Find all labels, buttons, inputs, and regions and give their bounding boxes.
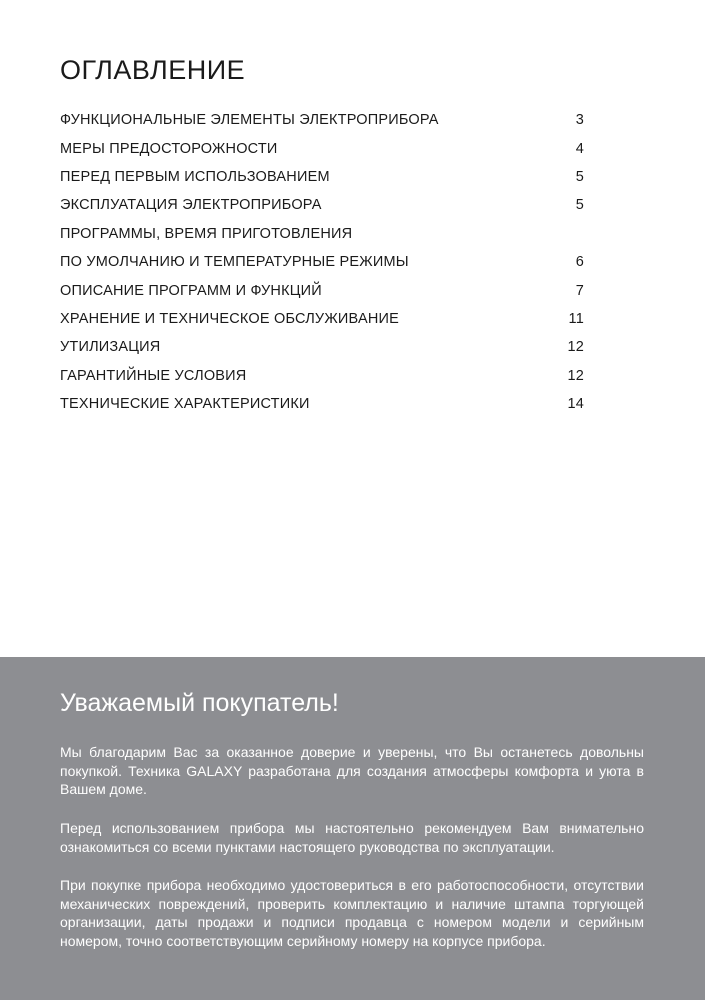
toc-item[interactable] [60,390,584,418]
toc-item[interactable] [60,220,584,248]
toc-item-label: ХРАНЕНИЕ И ТЕХНИЧЕСКОЕ ОБСЛУЖИВАНИЕ [60,310,399,327]
toc-item-page: 6 [575,254,584,271]
toc-item-page: 5 [575,168,584,185]
toc-item-label: ТЕХНИЧЕСКИЕ ХАРАКТЕРИСТИКИ [60,396,310,413]
page-title: ОГЛАВЛЕНИЕ [60,55,246,85]
toc-item[interactable] [60,305,584,333]
toc-item-page: 7 [575,282,584,299]
toc-item-page: 11 [568,310,584,327]
greeting-paragraph: При покупке прибора необходимо удостовериться в его работоспособности, отсутствии механических повреждений, проверить комплектацию и наличие штампа торгующей организации, даты продажи и подписи продавца с номером модели и серийным номером, точно соответствующим серийному номеру на корпусе прибора. [60,877,644,949]
toc-item-label: ОПИСАНИЕ ПРОГРАММ И ФУНКЦИЙ [60,282,322,299]
toc-item[interactable] [60,362,584,390]
greeting-paragraph: Мы благодарим Вас за оказанное доверие и уверены, что Вы останетесь довольны покупкой. Техника GALAXY разработана для создания атмосферы комфорта и уюта в Вашем доме. [60,744,644,797]
greeting-paragraph: Перед использованием прибора мы настоятельно рекомендуем Вам внимательно ознакомиться со всеми пунктами настоящего руководства по эксплуатации. [60,820,644,855]
toc-item-label: ГАРАНТИЙНЫЕ УСЛОВИЯ [60,367,247,384]
greeting-heading: Уважаемый покупатель! [60,689,339,717]
toc-item[interactable] [60,333,584,361]
toc-item[interactable] [60,134,584,162]
toc-item[interactable] [60,163,584,191]
toc-item-label: ПЕРЕД ПЕРВЫМ ИСПОЛЬЗОВАНИЕМ [60,168,330,185]
toc-item[interactable] [60,248,584,276]
toc-item-page: 3 [575,112,584,129]
toc-item-label: УТИЛИЗАЦИЯ [60,339,161,356]
toc-item-label: ФУНКЦИОНАЛЬНЫЕ ЭЛЕМЕНТЫ ЭЛЕКТРОПРИБОРА [60,112,439,129]
toc-item-label: ПРОГРАММЫ, ВРЕМЯ ПРИГОТОВЛЕНИЯ [60,225,353,242]
toc-item-page: 5 [575,197,584,214]
toc-item-label: ЭКСПЛУАТАЦИЯ ЭЛЕКТРОПРИБОРА [60,197,322,214]
toc-item-page: 12 [567,339,584,356]
table-of-contents [60,106,584,418]
toc-item[interactable] [60,276,584,304]
toc-item-label: ПО УМОЛЧАНИЮ И ТЕМПЕРАТУРНЫЕ РЕЖИМЫ [60,254,409,271]
toc-item-page: 14 [567,396,584,413]
toc-item-page: 12 [567,367,584,384]
toc-item-page: 4 [575,140,584,157]
customer-greeting-panel [0,657,705,1000]
toc-item[interactable] [60,106,584,134]
toc-item-label: МЕРЫ ПРЕДОСТОРОЖНОСТИ [60,140,278,157]
toc-item[interactable] [60,191,584,219]
